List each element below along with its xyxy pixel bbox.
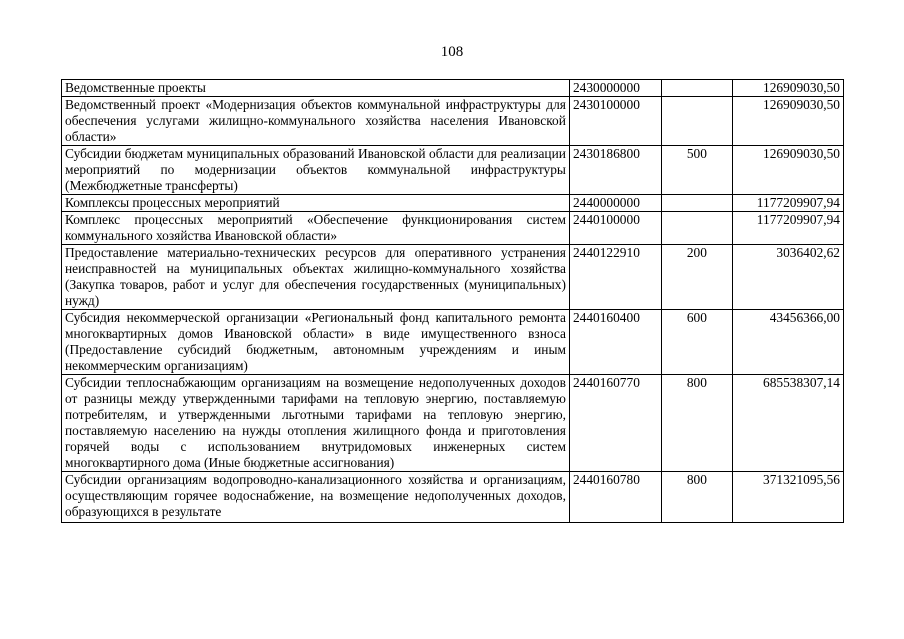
row-name: Субсидии теплоснабжающим организациям на возмещение недополученных доходов от разницы между утвержденными тарифами на тепловую энергию, поставляемую потребителям, и утвержденными льготными тарифами на тепловую энергию, поставляемую населению на нужды отопления жилищного фонда и приготовления горячей воды с использованием внутридомовых инженерных систем многоквартирного дома (Иные бюджетные ассигнования) xyxy=(62,375,570,472)
row-code: 2430100000 xyxy=(569,97,661,146)
row-amount: 126909030,50 xyxy=(732,97,843,146)
row-amount: 126909030,50 xyxy=(732,146,843,195)
budget-table xyxy=(61,79,844,523)
table-row xyxy=(62,80,844,97)
row-name: Предоставление материально-технических ресурсов для оперативного устранения неисправностей на муниципальных объектах жилищно-коммунального хозяйства (Закупка товаров, работ и услуг для обеспечения государственных (муниципальных) нужд) xyxy=(62,245,570,310)
row-expense-type xyxy=(662,97,732,146)
table-row xyxy=(62,212,844,245)
row-expense-type: 200 xyxy=(662,245,732,310)
table-row xyxy=(62,472,844,523)
row-code: 2430186800 xyxy=(569,146,661,195)
row-name: Субсидии организациям водопроводно-канализационного хозяйства и организациям, осуществляющим горячее водоснабжение, на возмещение недополученных доходов, образующихся в результате xyxy=(65,472,566,519)
row-name: Комплекс процессных мероприятий «Обеспечение функционирования систем коммунального хозяйства Ивановской области» xyxy=(62,212,570,245)
row-name-cell xyxy=(62,472,570,523)
table-row xyxy=(62,375,844,472)
row-name: Ведомственные проекты xyxy=(62,80,570,97)
row-code: 2440122910 xyxy=(569,245,661,310)
table-row xyxy=(62,195,844,212)
row-amount: 685538307,14 xyxy=(732,375,843,472)
row-amount: 1177209907,94 xyxy=(732,212,843,245)
row-amount: 3036402,62 xyxy=(732,245,843,310)
row-name: Ведомственный проект «Модернизация объектов коммунальной инфраструктуры для обеспечения услугами жилищно-коммунального хозяйства населения Ивановской области» xyxy=(62,97,570,146)
row-name: Субсидии бюджетам муниципальных образований Ивановской области для реализации мероприятий по модернизации объектов коммунальной инфраструктуры (Межбюджетные трансферты) xyxy=(62,146,570,195)
row-amount: 371321095,56 xyxy=(732,472,843,523)
row-name: Комплексы процессных мероприятий xyxy=(62,195,570,212)
table-row xyxy=(62,97,844,146)
row-expense-type: 600 xyxy=(662,310,732,375)
row-code: 2440160780 xyxy=(569,472,661,523)
row-code: 2430000000 xyxy=(569,80,661,97)
row-expense-type xyxy=(662,212,732,245)
row-amount: 126909030,50 xyxy=(732,80,843,97)
row-amount: 43456366,00 xyxy=(732,310,843,375)
row-expense-type: 500 xyxy=(662,146,732,195)
row-code: 2440100000 xyxy=(569,212,661,245)
row-expense-type: 800 xyxy=(662,472,732,523)
table-row xyxy=(62,146,844,195)
row-expense-type xyxy=(662,80,732,97)
table-row xyxy=(62,245,844,310)
row-expense-type: 800 xyxy=(662,375,732,472)
row-name: Субсидия некоммерческой организации «Региональный фонд капитального ремонта многоквартирных домов Ивановской области» в виде имущественного взноса (Предоставление субсидий бюджетным, автономным учреждениям и иным некоммерческим организациям) xyxy=(62,310,570,375)
row-code: 2440160770 xyxy=(569,375,661,472)
table-row xyxy=(62,310,844,375)
page-number: 108 xyxy=(440,44,464,60)
row-expense-type xyxy=(662,195,732,212)
row-code: 2440160400 xyxy=(569,310,661,375)
row-code: 2440000000 xyxy=(569,195,661,212)
row-amount: 1177209907,94 xyxy=(732,195,843,212)
